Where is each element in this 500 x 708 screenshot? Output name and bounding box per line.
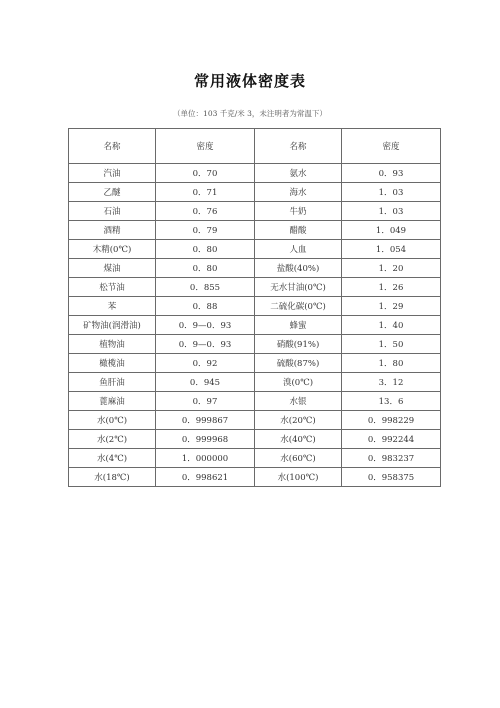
density-value-right: 0．992244 bbox=[342, 430, 441, 449]
liquid-name-right: 硫酸(87%) bbox=[255, 354, 342, 373]
liquid-name-right: 溴(0℃) bbox=[255, 373, 342, 392]
table-row bbox=[69, 449, 441, 468]
table-row bbox=[69, 335, 441, 354]
liquid-name-left: 水(0℃) bbox=[69, 411, 156, 430]
density-value-right: 0．998229 bbox=[342, 411, 441, 430]
density-value-right: 1．50 bbox=[342, 335, 441, 354]
density-value-left: 0．9—0．93 bbox=[156, 316, 255, 335]
liquid-name-right: 无水甘油(0℃) bbox=[255, 278, 342, 297]
density-value-left: 0．92 bbox=[156, 354, 255, 373]
liquid-name-left: 石油 bbox=[69, 202, 156, 221]
density-value-left: 1．000000 bbox=[156, 449, 255, 468]
table-row bbox=[69, 354, 441, 373]
table-row bbox=[69, 411, 441, 430]
density-value-left: 0．80 bbox=[156, 259, 255, 278]
density-value-left: 0．945 bbox=[156, 373, 255, 392]
liquid-name-left: 苯 bbox=[69, 297, 156, 316]
liquid-name-left: 水(18℃) bbox=[69, 468, 156, 487]
liquid-name-left: 水(4℃) bbox=[69, 449, 156, 468]
density-value-right: 0．93 bbox=[342, 164, 441, 183]
liquid-name-left: 鱼肝油 bbox=[69, 373, 156, 392]
liquid-name-right: 牛奶 bbox=[255, 202, 342, 221]
density-value-left: 0．855 bbox=[156, 278, 255, 297]
density-table bbox=[68, 128, 441, 487]
table-row bbox=[69, 240, 441, 259]
unit-note: （单位：103 千克/米 3，未注明者为常温下） bbox=[173, 109, 327, 118]
table-row bbox=[69, 202, 441, 221]
liquid-name-left: 酒精 bbox=[69, 221, 156, 240]
density-value-right: 1．20 bbox=[342, 259, 441, 278]
density-value-left: 0．998621 bbox=[156, 468, 255, 487]
liquid-name-right: 海水 bbox=[255, 183, 342, 202]
liquid-name-left: 乙醚 bbox=[69, 183, 156, 202]
density-value-left: 0．999968 bbox=[156, 430, 255, 449]
density-value-right: 1．03 bbox=[342, 202, 441, 221]
density-value-right: 1．29 bbox=[342, 297, 441, 316]
table-row bbox=[69, 373, 441, 392]
table-header-row bbox=[69, 129, 441, 164]
liquid-name-right: 氨水 bbox=[255, 164, 342, 183]
density-value-left: 0．88 bbox=[156, 297, 255, 316]
density-value-left: 0．999867 bbox=[156, 411, 255, 430]
liquid-name-right: 水(100℃) bbox=[255, 468, 342, 487]
table-row bbox=[69, 468, 441, 487]
density-value-left: 0．9—0．93 bbox=[156, 335, 255, 354]
table-row bbox=[69, 164, 441, 183]
table-row bbox=[69, 259, 441, 278]
header-density-left: 密度 bbox=[156, 129, 255, 164]
liquid-name-right: 水(40℃) bbox=[255, 430, 342, 449]
density-value-right: 0．983237 bbox=[342, 449, 441, 468]
liquid-name-right: 水(60℃) bbox=[255, 449, 342, 468]
liquid-name-left: 橄榄油 bbox=[69, 354, 156, 373]
density-value-left: 0．80 bbox=[156, 240, 255, 259]
liquid-name-right: 硝酸(91%) bbox=[255, 335, 342, 354]
density-value-right: 1．054 bbox=[342, 240, 441, 259]
density-value-right: 13．6 bbox=[342, 392, 441, 411]
table-body bbox=[69, 164, 441, 487]
density-value-left: 0．97 bbox=[156, 392, 255, 411]
liquid-name-right: 蜂蜜 bbox=[255, 316, 342, 335]
table-row bbox=[69, 392, 441, 411]
table-row bbox=[69, 297, 441, 316]
density-value-right: 1．80 bbox=[342, 354, 441, 373]
liquid-name-left: 木精(0℃) bbox=[69, 240, 156, 259]
table-row bbox=[69, 221, 441, 240]
liquid-name-left: 水(2℃) bbox=[69, 430, 156, 449]
liquid-name-right: 水(20℃) bbox=[255, 411, 342, 430]
density-value-right: 0．958375 bbox=[342, 468, 441, 487]
liquid-name-right: 盐酸(40%) bbox=[255, 259, 342, 278]
liquid-name-left: 煤油 bbox=[69, 259, 156, 278]
liquid-name-right: 水银 bbox=[255, 392, 342, 411]
density-value-right: 3．12 bbox=[342, 373, 441, 392]
liquid-name-left: 松节油 bbox=[69, 278, 156, 297]
liquid-name-right: 二硫化碳(0℃) bbox=[255, 297, 342, 316]
table-row bbox=[69, 183, 441, 202]
liquid-name-right: 醋酸 bbox=[255, 221, 342, 240]
liquid-name-left: 植物油 bbox=[69, 335, 156, 354]
header-name-right: 名称 bbox=[255, 129, 342, 164]
liquid-name-left: 矿物油(润滑油) bbox=[69, 316, 156, 335]
density-value-right: 1．26 bbox=[342, 278, 441, 297]
density-value-right: 1．049 bbox=[342, 221, 441, 240]
table-row bbox=[69, 316, 441, 335]
liquid-name-left: 蓖麻油 bbox=[69, 392, 156, 411]
density-value-left: 0．71 bbox=[156, 183, 255, 202]
density-value-left: 0．79 bbox=[156, 221, 255, 240]
density-value-right: 1．03 bbox=[342, 183, 441, 202]
table-row bbox=[69, 430, 441, 449]
liquid-name-left: 汽油 bbox=[69, 164, 156, 183]
header-name-left: 名称 bbox=[69, 129, 156, 164]
table-row bbox=[69, 278, 441, 297]
density-value-right: 1．40 bbox=[342, 316, 441, 335]
page-title: 常用液体密度表 bbox=[193, 72, 306, 90]
density-value-left: 0．70 bbox=[156, 164, 255, 183]
density-value-left: 0．76 bbox=[156, 202, 255, 221]
liquid-name-right: 人血 bbox=[255, 240, 342, 259]
header-density-right: 密度 bbox=[342, 129, 441, 164]
